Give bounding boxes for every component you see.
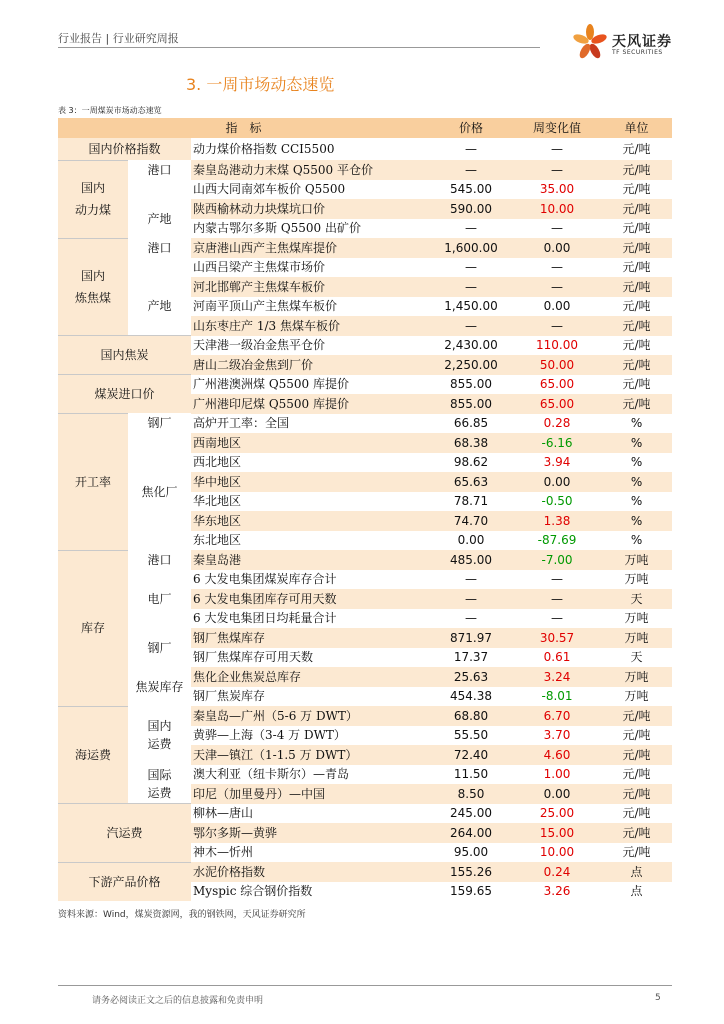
- indicator-name: 高炉开工率：全国: [193, 416, 290, 431]
- weekly-change-value: —: [551, 221, 564, 236]
- unit-value: 元/吨: [622, 806, 651, 821]
- row-subgroup-label: 港口: [147, 162, 172, 177]
- weekly-change-value: -6.16: [513, 433, 601, 453]
- weekly-change-value: 65.00: [513, 394, 601, 414]
- weekly-change-value: 0.00: [543, 299, 571, 314]
- price-value: 98.62: [453, 455, 489, 470]
- table-caption: 表 3：一周煤炭市场动态速览: [58, 106, 162, 115]
- indicator-name: 黄骅—上海（3-4 万 DWT）: [193, 728, 346, 743]
- price-value: 2,430.00: [444, 338, 498, 353]
- price-value: —: [429, 277, 513, 297]
- unit-value: 点: [630, 884, 643, 899]
- table-row: [58, 375, 672, 395]
- row-group-label: 国内 动力煤: [58, 160, 128, 238]
- indicator-name: 鄂尔多斯—黄骅: [191, 823, 429, 843]
- weekly-change-value: 110.00: [536, 338, 579, 353]
- weekly-change-value: 0.61: [543, 650, 571, 665]
- price-value: 72.40: [429, 745, 513, 765]
- col-indicator: 指 标: [58, 118, 429, 138]
- weekly-change-value: 6.70: [513, 706, 601, 726]
- price-value: 66.85: [453, 416, 489, 431]
- unit-value: %: [630, 494, 643, 509]
- price-value: —: [429, 589, 513, 609]
- indicator-name: 山西大同南郊车板价 Q5500: [193, 182, 346, 197]
- table-header-row: [58, 118, 672, 138]
- price-value: 545.00: [450, 182, 493, 197]
- unit-value: 天: [630, 650, 643, 665]
- unit-value: 万吨: [624, 572, 649, 587]
- price-value: 68.80: [429, 706, 513, 726]
- table-row: [58, 862, 672, 882]
- weekly-change-value: 15.00: [513, 823, 601, 843]
- unit-value: 天: [601, 589, 672, 609]
- unit-value: 元/吨: [601, 823, 672, 843]
- price-value: —: [429, 160, 513, 180]
- price-value: 78.71: [453, 494, 489, 509]
- price-value: 17.37: [453, 650, 489, 665]
- table-row: [58, 628, 672, 648]
- section-title: 3. 一周市场动态速览: [186, 75, 335, 94]
- weekly-change-value: —: [551, 260, 564, 275]
- row-group-label: 下游产品价格: [58, 862, 191, 901]
- price-value: —: [465, 572, 478, 587]
- weekly-change-value: —: [551, 141, 564, 156]
- indicator-name: 焦化企业焦炭总库存: [191, 667, 429, 687]
- unit-value: 元/吨: [601, 199, 672, 219]
- indicator-name: 钢厂焦炭库存: [193, 689, 266, 704]
- col-price: 价格: [429, 118, 513, 138]
- unit-value: %: [601, 433, 672, 453]
- price-value: —: [465, 611, 478, 626]
- table-row: [58, 667, 672, 687]
- price-value: —: [465, 221, 478, 236]
- price-value: 159.65: [450, 884, 493, 899]
- unit-value: 元/吨: [622, 845, 651, 860]
- weekly-change-value: 3.26: [543, 884, 571, 899]
- price-value: 1,600.00: [429, 238, 513, 258]
- weekly-change-value: 0.24: [513, 862, 601, 882]
- indicator-name: 广州港澳洲煤 Q5500 库提价: [193, 377, 350, 392]
- table-row: [58, 550, 672, 570]
- indicator-name: 西北地区: [193, 455, 242, 470]
- weekly-change-value: 1.00: [543, 767, 571, 782]
- col-change: 周变化值: [513, 118, 601, 138]
- weekly-change-value: 65.00: [539, 377, 575, 392]
- weekly-change-value: 4.60: [513, 745, 601, 765]
- unit-value: 点: [601, 862, 672, 882]
- table-row: [58, 238, 672, 258]
- indicator-name: 6 大发电集团煤炭库存合计: [193, 572, 337, 587]
- table-row: [58, 433, 672, 453]
- unit-value: 元/吨: [622, 338, 651, 353]
- indicator-name: 天津—镇江（1-1.5 万 DWT）: [191, 745, 429, 765]
- indicator-name: 印尼（加里曼丹）—中国: [191, 784, 429, 804]
- table-row: [58, 138, 672, 161]
- weekly-change-value: -87.69: [537, 533, 577, 548]
- indicator-name: 天津港一级冶金焦平仓价: [193, 338, 326, 353]
- indicator-name: 秦皇岛—广州（5-6 万 DWT）: [191, 706, 429, 726]
- price-value: 871.97: [429, 628, 513, 648]
- row-subgroup-label: 焦炭库存: [135, 679, 184, 694]
- weekly-change-value: —: [551, 572, 564, 587]
- row-subgroup-label: 焦化厂: [141, 484, 178, 499]
- price-value: 2,250.00: [429, 355, 513, 375]
- weekly-change-value: 3.70: [543, 728, 571, 743]
- row-group-label: 开工率: [58, 414, 128, 551]
- indicator-name: 山东枣庄产 1/3 焦煤车板价: [191, 316, 429, 336]
- row-subgroup-label: 钢厂: [147, 416, 172, 431]
- unit-value: 元/吨: [601, 355, 672, 375]
- indicator-name: 澳大利亚（纽卡斯尔）—青岛: [193, 767, 350, 782]
- indicator-name: 6 大发电集团日均耗量合计: [193, 611, 337, 626]
- indicator-name: 神木—忻州: [193, 845, 254, 860]
- indicator-name: 柳林—唐山: [193, 806, 254, 821]
- col-unit: 单位: [601, 118, 672, 138]
- unit-value: %: [601, 472, 672, 492]
- unit-value: 元/吨: [622, 221, 651, 236]
- unit-value: 元/吨: [601, 745, 672, 765]
- row-subgroup-label: 钢厂: [147, 640, 172, 655]
- indicator-name: 东北地区: [193, 533, 242, 548]
- unit-value: %: [630, 533, 643, 548]
- row-subgroup-label: 港口: [147, 552, 172, 567]
- unit-value: 元/吨: [622, 299, 651, 314]
- indicator-name: 河北邯郸产主焦煤车板价: [191, 277, 429, 297]
- row-group-label: 海运费: [58, 706, 128, 804]
- price-value: 1,450.00: [444, 299, 498, 314]
- row-group-label: 汽运费: [58, 804, 191, 863]
- table-row: [58, 706, 672, 726]
- weekly-change-value: 0.28: [543, 416, 571, 431]
- price-value: 264.00: [429, 823, 513, 843]
- coal-market-table: [58, 118, 672, 901]
- weekly-change-value: 0.00: [513, 238, 601, 258]
- unit-value: %: [601, 511, 672, 531]
- unit-value: 元/吨: [601, 784, 672, 804]
- price-value: 8.50: [429, 784, 513, 804]
- weekly-change-value: -0.50: [541, 494, 573, 509]
- price-value: 95.00: [453, 845, 489, 860]
- unit-value: 元/吨: [601, 160, 672, 180]
- row-subgroup-label: 国内 运费: [147, 719, 172, 752]
- unit-value: 万吨: [601, 667, 672, 687]
- price-value: 454.38: [450, 689, 493, 704]
- indicator-name: Myspic 综合钢价指数: [193, 884, 313, 899]
- unit-value: 元/吨: [622, 182, 651, 197]
- weekly-change-value: —: [513, 316, 601, 336]
- unit-value: 元/吨: [601, 238, 672, 258]
- indicator-name: 京唐港山西产主焦煤库提价: [191, 238, 429, 258]
- indicator-name: 陕西榆林动力块煤坑口价: [191, 199, 429, 219]
- table-row: [58, 180, 672, 200]
- unit-value: 元/吨: [601, 394, 672, 414]
- indicator-name: 唐山二级冶金焦到厂价: [191, 355, 429, 375]
- unit-value: 万吨: [601, 550, 672, 570]
- unit-value: 元/吨: [622, 728, 651, 743]
- weekly-change-value: 25.00: [539, 806, 575, 821]
- price-value: 55.50: [453, 728, 489, 743]
- footer-divider: [58, 985, 672, 986]
- indicator-name: 秦皇岛港: [191, 550, 429, 570]
- indicator-name: 华东地区: [191, 511, 429, 531]
- weekly-change-value: 3.94: [543, 455, 571, 470]
- unit-value: 万吨: [624, 689, 649, 704]
- disclaimer-footer: 请务必阅读正文之后的信息披露和免责申明: [92, 996, 264, 1006]
- price-value: 68.38: [429, 433, 513, 453]
- price-value: 245.00: [450, 806, 493, 821]
- row-group-label: 国内焦炭: [58, 336, 191, 375]
- indicator-name: 水泥价格指数: [191, 862, 429, 882]
- unit-value: 元/吨: [601, 316, 672, 336]
- weekly-change-value: 10.00: [539, 845, 575, 860]
- table-row: [58, 258, 672, 278]
- unit-value: 万吨: [624, 611, 649, 626]
- unit-value: 元/吨: [622, 767, 651, 782]
- price-value: —: [465, 260, 478, 275]
- price-value: 25.63: [429, 667, 513, 687]
- price-value: 485.00: [429, 550, 513, 570]
- row-subgroup-label: 产地: [147, 299, 172, 313]
- table-row: [58, 336, 672, 356]
- indicator-name: 6 大发电集团库存可用天数: [191, 589, 429, 609]
- row-subgroup-label: [128, 180, 191, 200]
- indicator-name: 华中地区: [191, 472, 429, 492]
- logo-subtitle: TF SECURITIES: [612, 49, 663, 56]
- table-row: [58, 277, 672, 297]
- row-group-label: 煤炭进口价: [58, 375, 191, 414]
- indicator-name: 钢厂焦煤库存: [191, 628, 429, 648]
- price-value: 855.00: [429, 394, 513, 414]
- weekly-change-value: —: [513, 160, 601, 180]
- weekly-change-value: 10.00: [513, 199, 601, 219]
- indicator-name: 秦皇岛港动力末煤 Q5500 平仓价: [191, 160, 429, 180]
- report-header: 行业报告 | 行业研究周报: [58, 32, 179, 45]
- weekly-change-value: —: [513, 589, 601, 609]
- page-number: 5: [655, 993, 661, 1003]
- price-value: 11.50: [453, 767, 489, 782]
- header-divider: [58, 47, 540, 48]
- indicator-name: 西南地区: [191, 433, 429, 453]
- indicator-name: 内蒙古鄂尔多斯 Q5500 出矿价: [193, 221, 362, 236]
- row-group-label: 国内价格指数: [58, 138, 191, 161]
- unit-value: 元/吨: [622, 260, 651, 275]
- logo-name: 天风证券: [612, 34, 672, 50]
- price-value: —: [429, 316, 513, 336]
- weekly-change-value: 1.38: [513, 511, 601, 531]
- price-value: 155.26: [429, 862, 513, 882]
- price-value: 590.00: [429, 199, 513, 219]
- weekly-change-value: 50.00: [513, 355, 601, 375]
- price-value: —: [465, 141, 478, 156]
- indicator-name: 广州港印尼煤 Q5500 库提价: [191, 394, 429, 414]
- row-subgroup-label: 港口: [147, 240, 172, 255]
- row-group-label: 国内 炼焦煤: [58, 238, 128, 336]
- weekly-change-value: —: [513, 277, 601, 297]
- weekly-change-value: -8.01: [541, 689, 573, 704]
- row-subgroup-label: [128, 258, 191, 278]
- row-subgroup-label: 国际 运费: [147, 767, 172, 800]
- source-note: 资料来源：Wind，煤炭资源网，我的钢铁网，天风证券研究所: [58, 910, 306, 920]
- price-value: 0.00: [457, 533, 485, 548]
- weekly-change-value: 35.00: [539, 182, 575, 197]
- indicator-name: 动力煤价格指数 CCI5500: [193, 141, 335, 156]
- weekly-change-value: 3.24: [513, 667, 601, 687]
- indicator-name: 河南平顶山产主焦煤车板价: [193, 299, 338, 314]
- weekly-change-value: 0.00: [513, 472, 601, 492]
- indicator-name: 山西吕梁产主焦煤市场价: [193, 260, 326, 275]
- weekly-change-value: 30.57: [513, 628, 601, 648]
- unit-value: 元/吨: [601, 706, 672, 726]
- unit-value: 元/吨: [622, 377, 651, 392]
- unit-value: 万吨: [601, 628, 672, 648]
- unit-value: 元/吨: [601, 277, 672, 297]
- unit-value: %: [630, 416, 643, 431]
- table-row: [58, 765, 672, 785]
- table-row: [58, 804, 672, 824]
- indicator-name: 华北地区: [193, 494, 242, 509]
- table-row: [58, 414, 672, 434]
- row-group-label: 库存: [58, 550, 128, 706]
- weekly-change-value: 0.00: [513, 784, 601, 804]
- row-subgroup-label: 电厂: [147, 591, 172, 606]
- table-row: [58, 160, 672, 180]
- price-value: 855.00: [450, 377, 493, 392]
- unit-value: %: [630, 455, 643, 470]
- unit-value: 元/吨: [622, 141, 651, 156]
- price-value: 65.63: [429, 472, 513, 492]
- row-subgroup-label: 产地: [147, 211, 172, 226]
- table-row: [58, 199, 672, 219]
- price-value: 74.70: [429, 511, 513, 531]
- weekly-change-value: —: [551, 611, 564, 626]
- table-row: [58, 570, 672, 590]
- weekly-change-value: -7.00: [513, 550, 601, 570]
- indicator-name: 钢厂焦煤库存可用天数: [193, 650, 314, 665]
